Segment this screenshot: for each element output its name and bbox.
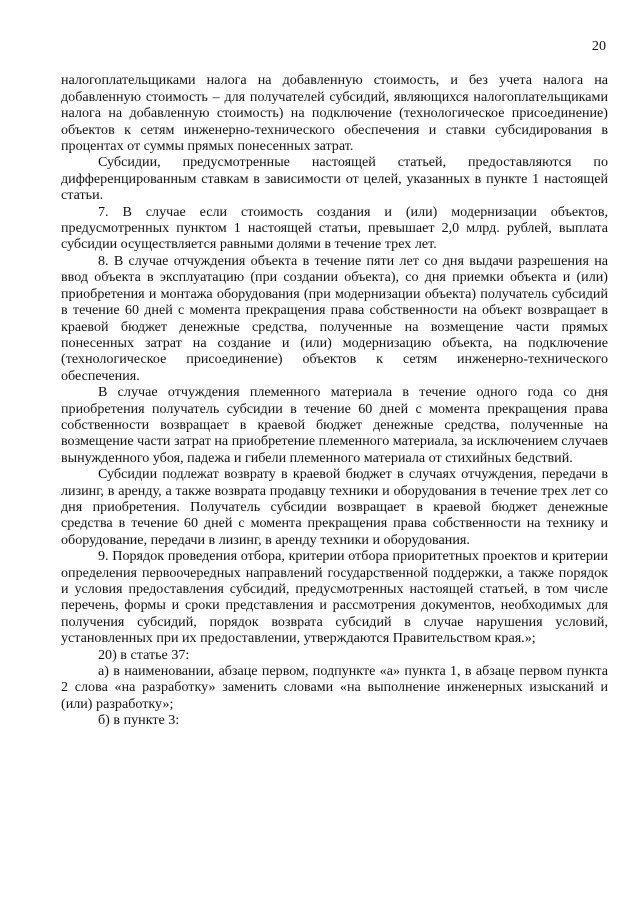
paragraph: 20) в статье 37: (98, 646, 190, 663)
document-body (61, 72, 608, 728)
paragraph: а) в наименовании, абзаце первом, подпункте «а» пункта 1, в абзаце первом пункта 2 слова «на разработку» заменить словами «на выполнение инженерных изысканий и (или) разработку»; (61, 663, 608, 712)
page-number: 20 (591, 38, 606, 54)
paragraph: 7. В случае если стоимость создания и (или) модернизации объектов, предусмотренных пунктом 1 настоящей статьи, превышает 2,0 млрд. рублей, выплата субсидии осуществляется равными долями в течение трех лет. (61, 203, 608, 253)
paragraph: б) в пункте 3: (98, 712, 180, 729)
paragraph: Субсидии подлежат возврату в краевой бюджет в случаях отчуждения, передачи в лизинг, в аренду, а также возврата продавцу техники и оборудования в течение трех лет со дня приобретения. Получатель субсидии возвращает в краевой бюджет денежные средства в течение 60 дней с момента прекращения права собственности на технику и оборудование, передачи в лизинг, в аренду техники и оборудования. (61, 466, 608, 548)
paragraph: налогоплательщиками налога на добавленную стоимость, и без учета налога на добавленную стоимость – для получателей субсидий, являющихся налогоплательщиками налога на добавленную стоимость) на подключение (технологическое присоединение) объектов к сетям инженерно-технического обеспечения и ставки субсидирования в процентах от суммы прямых понесенных затрат. (61, 72, 608, 155)
paragraph: 9. Порядок проведения отбора, критерии отбора приоритетных проектов и критерии определения первоочередных направлений государственной поддержки, а также порядок и условия предоставления субсидий, предусмотренных настоящей статьей, в том числе перечень, формы и сроки представления и рассмотрения документов, необходимых для получения субсидий, порядок возврата субсидий в случае нарушения условий, установленных при их предоставлении, утверждаются Правительством края.»; (61, 548, 608, 647)
paragraph: 8. В случае отчуждения объекта в течение пяти лет со дня выдачи разрешения на ввод объекта в эксплуатацию (при создании объекта), со дня приемки объекта и (или) приобретения и монтажа оборудования (при модернизации объекта) получатель субсидий в течение 60 дней с момента прекращения права собственности на объект возвращает в краевой бюджет денежные средства, полученные на возмещение части прямых понесенных затрат на создание и (или) модернизацию объекта, на подключение (технологическое присоединение) объектов к сетям инженерно-технического обеспечения. (61, 252, 608, 384)
paragraph: В случае отчуждения племенного материала в течение одного года со дня приобретения получатель субсидии в течение 60 дней с момента прекращения права собственности возвращает в краевой бюджет денежные средства, полученные на возмещение части затрат на приобретение племенного материала, за исключением случаев вынужденного убоя, падежа и гибели племенного материала от стихийных бедствий. (61, 384, 608, 466)
paragraph: Субсидии, предусмотренные настоящей статьей, предоставляются по дифференцированным ставкам в зависимости от целей, указанных в пункте 1 настоящей статьи. (61, 154, 608, 204)
